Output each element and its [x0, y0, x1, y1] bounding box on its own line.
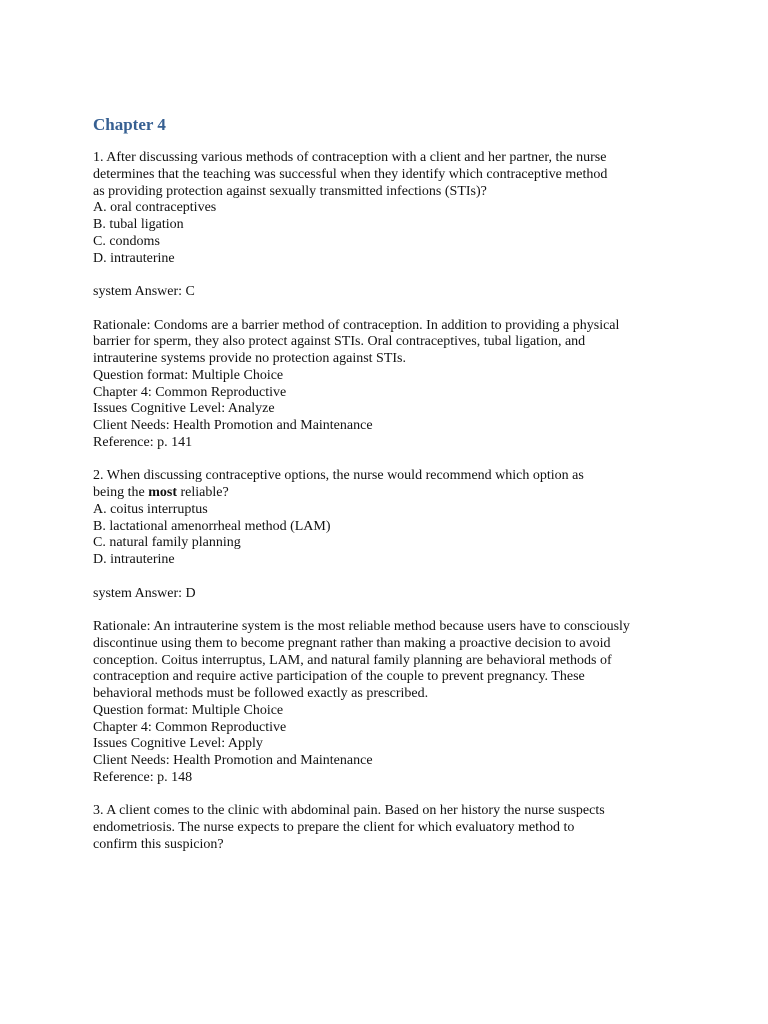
question-format: Question format: Multiple Choice	[93, 367, 284, 383]
option-a: A. oral contraceptives	[93, 200, 217, 216]
option-d: D. intrauterine	[93, 250, 175, 266]
question-2-stem	[93, 468, 713, 502]
stem-line: 1. After discussing various methods of contraception with a client and her partner, the nurse	[93, 150, 607, 165]
stem-line: determines that the teaching was successful when they identify which contraceptive method	[93, 166, 608, 182]
question-3-stem	[93, 803, 713, 853]
rationale-line: Rationale: Condoms are a barrier method of contraception. In addition to providing a physical	[93, 317, 620, 333]
client-needs: Client Needs: Health Promotion and Maintenance	[93, 418, 373, 433]
question-2-options	[93, 502, 713, 569]
emphasis-most: most	[148, 485, 177, 500]
question-1-stem	[93, 150, 713, 200]
stem-line: confirm this suspicion?	[93, 836, 224, 852]
rationale-line: barrier for sperm, they also protect against STIs. Oral contraceptives, tubal ligation, and	[93, 334, 586, 350]
stem-text: being the	[93, 485, 149, 500]
chapter-topic: Chapter 4: Common Reproductive	[93, 384, 287, 400]
chapter-topic: Chapter 4: Common Reproductive	[93, 719, 287, 735]
rationale-line: Rationale: An intrauterine system is the most reliable method because users have to consciously	[93, 619, 630, 634]
option-b: B. lactational amenorrheal method (LAM)	[93, 518, 331, 534]
question-1-options	[93, 200, 713, 267]
stem-line: 2. When discussing contraceptive options, the nurse would recommend which option as	[93, 468, 584, 484]
question-2-rationale	[93, 619, 713, 703]
cognitive-level: Issues Cognitive Level: Apply	[93, 736, 263, 752]
question-1-rationale	[93, 318, 713, 368]
stem-line: as providing protection against sexually transmitted infections (STIs)?	[93, 183, 487, 199]
stem-line: 3. A client comes to the clinic with abdominal pain. Based on her history the nurse suspects	[93, 803, 605, 819]
client-needs: Client Needs: Health Promotion and Maintenance	[93, 753, 373, 768]
stem-line	[93, 485, 713, 502]
option-b: B. tubal ligation	[93, 217, 184, 232]
question-1-meta	[93, 368, 713, 452]
reference: Reference: p. 141	[93, 434, 193, 450]
option-d: D. intrauterine	[93, 552, 175, 567]
rationale-line: discontinue using them to become pregnant rather than making a proactive decision to avoid	[93, 635, 611, 651]
question-2-meta	[93, 703, 713, 787]
option-c: C. natural family planning	[93, 535, 241, 551]
stem-line: endometriosis. The nurse expects to prepare the client for which evaluatory method to	[93, 820, 575, 835]
cognitive-level: Issues Cognitive Level: Analyze	[93, 401, 275, 417]
rationale-line: behavioral methods must be followed exactly as prescribed.	[93, 686, 429, 701]
rationale-line: conception. Coitus interruptus, LAM, and natural family planning are behavioral methods of	[93, 652, 612, 668]
question-3	[93, 803, 713, 853]
stem-text: reliable?	[177, 485, 229, 500]
option-a: A. coitus interruptus	[93, 501, 208, 517]
answer-line: system Answer: D	[93, 585, 196, 601]
reference: Reference: p. 148	[93, 769, 193, 785]
question-format: Question format: Multiple Choice	[93, 702, 284, 718]
question-1	[93, 150, 713, 452]
rationale-line: contraception and require active participation of the couple to prevent pregnancy. These	[93, 669, 585, 685]
chapter-title: Chapter 4	[93, 115, 166, 134]
question-2	[93, 468, 713, 786]
rationale-line: intrauterine systems provide no protection against STIs.	[93, 351, 406, 366]
answer-line: system Answer: C	[93, 284, 195, 299]
option-c: C. condoms	[93, 233, 160, 249]
document-content	[93, 114, 713, 854]
